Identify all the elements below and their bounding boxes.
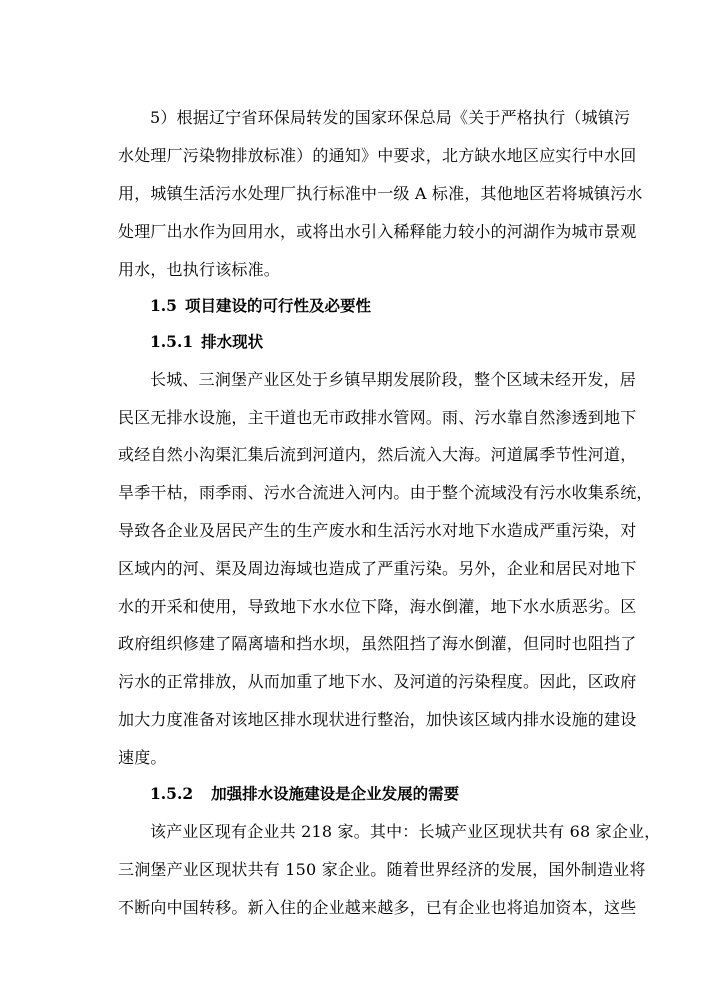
paragraph-2-line-11: 速度。 bbox=[118, 748, 167, 767]
paragraph-1-line-4: 处理厂出水作为回用水，或将出水引入稀释能力较小的河湖作为城市景观 bbox=[118, 222, 637, 241]
paragraph-3-line-1: 该产业区现有企业共 218 家。其中：长城产业区现状共有 68 家企业， bbox=[150, 822, 661, 841]
paragraph-1-line-2: 水处理厂污染物排放标准）的通知》中要求，北方缺水地区应实行中水回 bbox=[118, 146, 637, 165]
paragraph-2-line-2: 民区无排水设施，主干道也无市政排水管网。雨、污水靠自然渗透到地下 bbox=[118, 408, 637, 427]
paragraph-1-line-5: 用水，也执行该标准。 bbox=[118, 260, 281, 279]
paragraph-2-line-10: 加大力度准备对该地区排水现状进行整治，加快该区域内排水设施的建设 bbox=[118, 710, 637, 729]
paragraph-2-line-9: 污水的正常排放，从而加重了地下水、及河道的污染程度。因此，区政府 bbox=[118, 672, 637, 691]
paragraph-1-line-1: 5）根据辽宁省环保局转发的国家环保总局《关于严格执行（城镇污 bbox=[150, 108, 631, 127]
section-heading-1-5-2 bbox=[150, 784, 459, 804]
section-heading-1-5-1 bbox=[150, 332, 263, 352]
paragraph-2-line-4: 旱季干枯，雨季雨、污水合流进入河内。由于整个流域没有污水收集系统， bbox=[118, 483, 653, 502]
paragraph-2-line-6: 区域内的河、渠及周边海域也造成了严重污染。另外，企业和居民对地下 bbox=[118, 559, 637, 578]
section-number: 1.5.2 bbox=[150, 784, 194, 803]
section-number: 1.5 bbox=[150, 296, 177, 315]
paragraph-2-line-1: 长城、三涧堡产业区处于乡镇早期发展阶段，整个区域未经开发，居 bbox=[150, 370, 637, 389]
section-title: 项目建设的可行性及必要性 bbox=[184, 296, 371, 315]
paragraph-1-line-3: 用，城镇生活污水处理厂执行标准中一级 A 标准，其他地区若将城镇污水 bbox=[118, 184, 643, 203]
paragraph-3-line-3: 不断向中国转移。新入住的企业越来越多，已有企业也将追加资本，这些 bbox=[118, 898, 637, 917]
paragraph-2-line-8: 政府组织修建了隔离墙和挡水坝，虽然阻挡了海水倒灌，但同时也阻挡了 bbox=[118, 634, 637, 653]
section-title: 排水现状 bbox=[201, 332, 264, 351]
section-number: 1.5.1 bbox=[150, 332, 194, 351]
paragraph-2-line-5: 导致各企业及居民产生的生产废水和生活污水对地下水造成严重污染，对 bbox=[118, 521, 637, 540]
paragraph-2-line-7: 水的开采和使用，导致地下水水位下降，海水倒灌，地下水水质恶劣。区 bbox=[118, 597, 637, 616]
section-heading-1-5 bbox=[150, 296, 371, 316]
paragraph-3-line-2: 三涧堡产业区现状共有 150 家企业。随着世界经济的发展，国外制造业将 bbox=[118, 860, 646, 879]
section-title: 加强排水设施建设是企业发展的需要 bbox=[211, 784, 460, 803]
paragraph-2-line-3: 或经自然小沟渠汇集后流到河道内，然后流入大海。河道属季节性河道， bbox=[118, 445, 637, 464]
